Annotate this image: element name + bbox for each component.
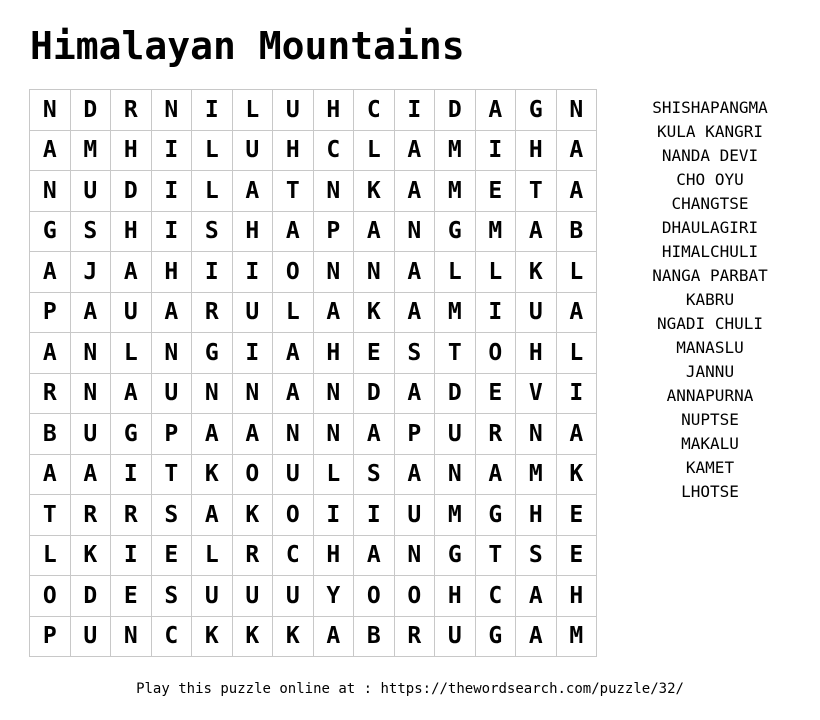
grid-cell: I — [111, 535, 152, 576]
grid-cell: I — [151, 171, 192, 212]
grid-cell: H — [313, 90, 354, 131]
grid-cell: N — [151, 333, 192, 374]
grid-cell: N — [232, 373, 273, 414]
grid-cell: N — [354, 252, 395, 293]
grid-cell: A — [394, 454, 435, 495]
grid-cell: A — [111, 252, 152, 293]
grid-cell: A — [30, 333, 71, 374]
grid-cell: A — [556, 171, 597, 212]
grid-cell: A — [273, 333, 314, 374]
grid-cell: D — [70, 90, 111, 131]
word-list-item: NANDA DEVI — [661, 146, 759, 165]
grid-cell: N — [313, 171, 354, 212]
grid-cell: A — [394, 252, 435, 293]
word-search-grid — [29, 89, 597, 657]
word-list-item: KAMET — [685, 458, 735, 477]
grid-cell: N — [70, 333, 111, 374]
grid-cell: U — [232, 130, 273, 171]
grid-row — [30, 90, 597, 131]
grid-cell: O — [232, 454, 273, 495]
grid-cell: S — [70, 211, 111, 252]
grid-cell: H — [111, 130, 152, 171]
grid-cell: L — [30, 535, 71, 576]
grid-cell: E — [151, 535, 192, 576]
grid-cell: L — [192, 130, 233, 171]
grid-cell: N — [394, 535, 435, 576]
grid-cell: A — [556, 292, 597, 333]
grid-cell: I — [475, 292, 516, 333]
grid-cell: N — [313, 414, 354, 455]
grid-cell: A — [111, 373, 152, 414]
grid-row — [30, 292, 597, 333]
grid-cell: O — [475, 333, 516, 374]
grid-cell: N — [516, 414, 557, 455]
grid-cell: D — [435, 373, 476, 414]
grid-cell: T — [30, 495, 71, 536]
grid-cell: M — [556, 616, 597, 657]
word-list-item: SHISHAPANGMA — [652, 98, 768, 117]
grid-cell: A — [475, 90, 516, 131]
grid-cell: I — [475, 130, 516, 171]
grid-cell: A — [354, 414, 395, 455]
grid-cell: M — [475, 211, 516, 252]
grid-cell: A — [30, 252, 71, 293]
grid-cell: A — [232, 171, 273, 212]
grid-cell: A — [516, 211, 557, 252]
grid-cell: D — [354, 373, 395, 414]
word-list-item: CHANGTSE — [671, 194, 749, 213]
grid-row — [30, 495, 597, 536]
grid-cell: K — [354, 171, 395, 212]
word-list-item: CHO OYU — [676, 170, 744, 189]
grid-cell: K — [516, 252, 557, 293]
grid-cell: G — [516, 90, 557, 131]
grid-cell: T — [516, 171, 557, 212]
grid-cell: M — [435, 130, 476, 171]
word-list — [630, 96, 790, 504]
grid-row — [30, 535, 597, 576]
grid-cell: K — [556, 454, 597, 495]
grid-cell: G — [111, 414, 152, 455]
grid-cell: S — [151, 576, 192, 617]
grid-cell: U — [394, 495, 435, 536]
word-list-item: NANGA PARBAT — [652, 266, 768, 285]
grid-cell: P — [394, 414, 435, 455]
grid-cell: U — [232, 576, 273, 617]
grid-cell: N — [151, 90, 192, 131]
grid-cell: K — [192, 616, 233, 657]
grid-cell: U — [70, 414, 111, 455]
page-title: Himalayan Mountains — [30, 24, 465, 68]
grid-cell: L — [556, 333, 597, 374]
grid-cell: U — [273, 576, 314, 617]
grid-cell: U — [435, 616, 476, 657]
grid-cell: I — [111, 454, 152, 495]
grid-cell: A — [192, 414, 233, 455]
grid-cell: A — [70, 292, 111, 333]
grid-cell: E — [475, 171, 516, 212]
grid-cell: U — [111, 292, 152, 333]
grid-cell: I — [151, 130, 192, 171]
grid-cell: H — [516, 495, 557, 536]
grid-cell: A — [273, 211, 314, 252]
grid-cell: M — [435, 292, 476, 333]
grid-cell: O — [354, 576, 395, 617]
grid-cell: H — [313, 535, 354, 576]
grid-cell: N — [556, 90, 597, 131]
grid-cell: L — [192, 535, 233, 576]
word-list-item: MAKALU — [681, 434, 739, 453]
grid-cell: A — [556, 130, 597, 171]
grid-cell: I — [232, 252, 273, 293]
grid-cell: A — [354, 535, 395, 576]
grid-cell: O — [273, 495, 314, 536]
grid-cell: H — [232, 211, 273, 252]
word-list-item: HIMALCHULI — [661, 242, 759, 261]
grid-cell: R — [192, 292, 233, 333]
grid-cell: N — [435, 454, 476, 495]
grid-cell: N — [30, 90, 71, 131]
grid-cell: U — [273, 454, 314, 495]
word-list-item: KABRU — [685, 290, 735, 309]
word-list-item: NGADI CHULI — [657, 314, 763, 333]
grid-cell: Y — [313, 576, 354, 617]
grid-cell: K — [192, 454, 233, 495]
grid-cell: H — [111, 211, 152, 252]
grid-cell: A — [354, 211, 395, 252]
grid-cell: P — [151, 414, 192, 455]
grid-cell: B — [30, 414, 71, 455]
grid-row — [30, 616, 597, 657]
grid-row — [30, 576, 597, 617]
grid-row — [30, 211, 597, 252]
grid-cell: H — [273, 130, 314, 171]
grid-cell: A — [30, 130, 71, 171]
word-list-item: LHOTSE — [681, 482, 739, 501]
grid-cell: A — [192, 495, 233, 536]
grid-cell: G — [475, 495, 516, 536]
grid-cell: A — [516, 616, 557, 657]
grid-cell: S — [354, 454, 395, 495]
grid-cell: I — [394, 90, 435, 131]
grid-row — [30, 333, 597, 374]
grid-cell: K — [354, 292, 395, 333]
grid-cell: R — [111, 495, 152, 536]
grid-cell: S — [192, 211, 233, 252]
grid-row — [30, 373, 597, 414]
grid-cell: T — [435, 333, 476, 374]
grid-cell: B — [354, 616, 395, 657]
grid-cell: N — [70, 373, 111, 414]
grid-cell: N — [30, 171, 71, 212]
grid-cell: R — [475, 414, 516, 455]
grid-cell: E — [556, 535, 597, 576]
grid-cell: N — [111, 616, 152, 657]
grid-cell: H — [151, 252, 192, 293]
word-list-item: ANNAPURNA — [666, 386, 754, 405]
grid-cell: L — [475, 252, 516, 293]
grid-cell: N — [313, 373, 354, 414]
grid-cell: G — [192, 333, 233, 374]
grid-cell: A — [151, 292, 192, 333]
grid-cell: U — [70, 171, 111, 212]
grid-cell: A — [475, 454, 516, 495]
grid-cell: I — [313, 495, 354, 536]
grid-row — [30, 414, 597, 455]
grid-cell: L — [232, 90, 273, 131]
grid-cell: L — [313, 454, 354, 495]
grid-cell: T — [273, 171, 314, 212]
grid-cell: U — [273, 90, 314, 131]
grid-cell: P — [30, 616, 71, 657]
grid-cell: H — [516, 130, 557, 171]
grid-row — [30, 130, 597, 171]
grid-cell: L — [354, 130, 395, 171]
grid-cell: I — [556, 373, 597, 414]
grid-cell: L — [556, 252, 597, 293]
grid-cell: H — [556, 576, 597, 617]
grid-cell: S — [151, 495, 192, 536]
grid-cell: R — [70, 495, 111, 536]
grid-cell: K — [232, 616, 273, 657]
grid-cell: A — [516, 576, 557, 617]
grid-cell: U — [192, 576, 233, 617]
word-list-item: DHAULAGIRI — [661, 218, 759, 237]
grid-cell: R — [111, 90, 152, 131]
word-list-item: KULA KANGRI — [657, 122, 763, 141]
grid-cell: A — [394, 292, 435, 333]
grid-cell: T — [151, 454, 192, 495]
word-list-item: JANNU — [685, 362, 735, 381]
grid-cell: N — [273, 414, 314, 455]
grid-row — [30, 171, 597, 212]
grid-cell: S — [394, 333, 435, 374]
grid-cell: C — [313, 130, 354, 171]
grid-cell: C — [273, 535, 314, 576]
grid-cell: G — [30, 211, 71, 252]
grid-cell: E — [475, 373, 516, 414]
grid-cell: K — [70, 535, 111, 576]
grid-cell: C — [475, 576, 516, 617]
grid-cell: N — [313, 252, 354, 293]
grid-cell: I — [192, 252, 233, 293]
grid-cell: L — [273, 292, 314, 333]
grid-cell: O — [30, 576, 71, 617]
grid-cell: A — [394, 130, 435, 171]
grid-cell: L — [435, 252, 476, 293]
grid-cell: U — [232, 292, 273, 333]
grid-cell: A — [313, 292, 354, 333]
grid-cell: A — [70, 454, 111, 495]
word-list-item: MANASLU — [676, 338, 744, 357]
grid-cell: I — [354, 495, 395, 536]
grid-cell: U — [435, 414, 476, 455]
grid-cell: P — [30, 292, 71, 333]
grid-cell: N — [192, 373, 233, 414]
grid-cell: M — [435, 495, 476, 536]
grid-cell: C — [151, 616, 192, 657]
grid-cell: H — [313, 333, 354, 374]
grid-cell: R — [394, 616, 435, 657]
footer-text: Play this puzzle online at : https://thewordsearch.com/puzzle/32/ — [136, 681, 684, 697]
grid-cell: M — [435, 171, 476, 212]
grid-row — [30, 252, 597, 293]
grid-row — [30, 454, 597, 495]
grid-cell: A — [556, 414, 597, 455]
grid-cell: I — [151, 211, 192, 252]
grid-cell: A — [394, 171, 435, 212]
grid-cell: A — [273, 373, 314, 414]
grid-cell: J — [70, 252, 111, 293]
grid-cell: M — [516, 454, 557, 495]
grid-cell: A — [30, 454, 71, 495]
grid-cell: E — [354, 333, 395, 374]
grid-cell: U — [516, 292, 557, 333]
grid-cell: N — [394, 211, 435, 252]
word-list-item: NUPTSE — [681, 410, 739, 429]
grid-cell: H — [435, 576, 476, 617]
grid-cell: C — [354, 90, 395, 131]
grid-cell: B — [556, 211, 597, 252]
grid-cell: V — [516, 373, 557, 414]
grid-cell: L — [111, 333, 152, 374]
grid-cell: G — [435, 211, 476, 252]
grid-cell: I — [192, 90, 233, 131]
grid-cell: O — [273, 252, 314, 293]
grid-cell: I — [232, 333, 273, 374]
grid-cell: G — [475, 616, 516, 657]
grid-cell: T — [475, 535, 516, 576]
grid-cell: L — [192, 171, 233, 212]
grid-cell: A — [313, 616, 354, 657]
grid-cell: P — [313, 211, 354, 252]
grid-cell: K — [232, 495, 273, 536]
grid-cell: M — [70, 130, 111, 171]
grid-cell: E — [556, 495, 597, 536]
grid-cell: G — [435, 535, 476, 576]
grid-cell: K — [273, 616, 314, 657]
grid-cell: U — [151, 373, 192, 414]
grid-cell: D — [70, 576, 111, 617]
grid-cell: U — [70, 616, 111, 657]
grid-cell: R — [30, 373, 71, 414]
grid-cell: D — [111, 171, 152, 212]
grid-cell: D — [435, 90, 476, 131]
grid-cell: A — [232, 414, 273, 455]
grid-cell: H — [516, 333, 557, 374]
grid-cell: R — [232, 535, 273, 576]
grid-cell: A — [394, 373, 435, 414]
grid-cell: S — [516, 535, 557, 576]
grid-cell: O — [394, 576, 435, 617]
grid-cell: E — [111, 576, 152, 617]
